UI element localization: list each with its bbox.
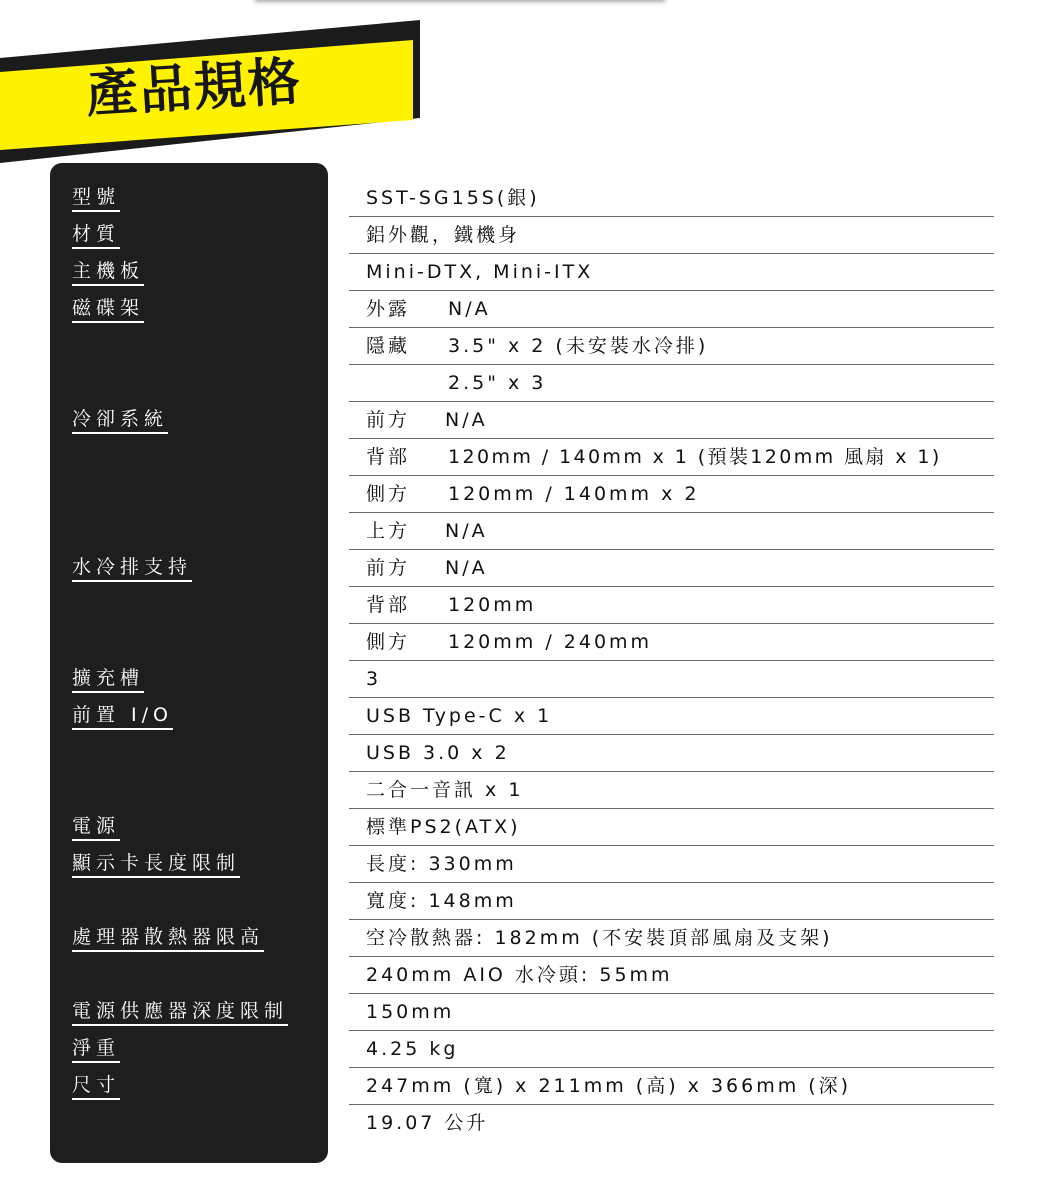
label-dimensions: 尺寸	[72, 1073, 120, 1100]
spec-value: 空冷散熱器: 182mm (不安裝頂部風扇及支架)	[366, 927, 833, 949]
title-banner	[0, 0, 1040, 170]
spec-value: 長度: 330mm	[366, 853, 517, 875]
spec-row	[349, 587, 994, 624]
spec-row	[349, 624, 994, 661]
spec-value: 247mm (寬) x 211mm (高) x 366mm (深)	[366, 1075, 852, 1097]
spec-value: Mini-DTX, Mini-ITX	[366, 261, 594, 283]
label-drive-bay: 磁碟架	[72, 296, 144, 323]
spec-sublabel: 背部	[366, 446, 411, 468]
spec-row	[349, 883, 994, 920]
label-psu: 電源	[72, 814, 120, 841]
spec-value: N/A	[445, 557, 488, 579]
spec-row	[349, 809, 994, 846]
spec-value: SST-SG15S(銀)	[366, 187, 540, 209]
spec-row	[349, 254, 994, 291]
spec-sublabel: 隱藏	[366, 335, 411, 357]
spec-row	[349, 1031, 994, 1068]
spec-row	[349, 920, 994, 957]
spec-row	[349, 439, 994, 476]
spec-value: 120mm / 240mm	[448, 631, 653, 653]
spec-row	[349, 735, 994, 772]
spec-value: N/A	[445, 409, 488, 431]
spec-row	[349, 291, 994, 328]
spec-value: 120mm / 140mm x 1 (預裝120mm 風扇 x 1)	[448, 446, 942, 468]
label-cpu-cooler: 處理器散熱器限高	[72, 925, 264, 952]
spec-value: N/A	[448, 298, 491, 320]
spec-value: 鋁外觀，鐵機身	[366, 224, 521, 246]
spec-row	[349, 994, 994, 1031]
label-expansion: 擴充槽	[72, 666, 144, 693]
spec-row	[349, 513, 994, 550]
label-radiator: 水冷排支持	[72, 555, 192, 582]
spec-sublabel: 背部	[366, 594, 411, 616]
spec-row	[349, 661, 994, 698]
spec-value: 3.5" x 2 (未安裝水冷排)	[448, 335, 709, 357]
page-title: 產品規格	[84, 51, 304, 126]
spec-value: 3	[366, 668, 382, 690]
spec-row	[349, 217, 994, 254]
spec-value: 二合一音訊 x 1	[366, 779, 524, 801]
spec-value: 標準PS2(ATX)	[366, 816, 521, 838]
spec-value: 2.5" x 3	[448, 372, 547, 394]
spec-sublabel: 前方	[366, 409, 411, 431]
spec-row	[349, 180, 994, 217]
label-front-io: 前置 I/O	[72, 703, 173, 730]
label-material: 材質	[72, 222, 120, 249]
spec-row	[349, 957, 994, 994]
label-cooling: 冷卻系統	[72, 407, 168, 434]
spec-row	[349, 1105, 994, 1142]
spec-value: N/A	[445, 520, 488, 542]
label-model: 型號	[72, 185, 120, 212]
label-motherboard: 主機板	[72, 259, 144, 286]
spec-sublabel: 外露	[366, 298, 411, 320]
spec-row	[349, 1068, 994, 1105]
spec-row	[349, 402, 994, 439]
spec-value: 4.25 kg	[366, 1038, 459, 1060]
spec-row	[349, 550, 994, 587]
spec-row	[349, 846, 994, 883]
spec-value: 19.07 公升	[366, 1112, 489, 1134]
spec-row	[349, 772, 994, 809]
spec-value: 240mm AIO 水冷頭: 55mm	[366, 964, 673, 986]
spec-value: 寬度: 148mm	[366, 890, 517, 912]
spec-value: 120mm	[448, 594, 537, 616]
spec-sublabel: 上方	[366, 520, 411, 542]
label-net-weight: 淨重	[72, 1036, 120, 1063]
spec-value: 150mm	[366, 1001, 455, 1023]
spec-value: USB Type-C x 1	[366, 705, 553, 727]
spec-sublabel: 側方	[366, 483, 411, 505]
spec-row	[349, 698, 994, 735]
spec-row	[349, 476, 994, 513]
label-gpu-length: 顯示卡長度限制	[72, 851, 240, 878]
spec-row	[349, 328, 994, 365]
spec-value: 120mm / 140mm x 2	[448, 483, 700, 505]
spec-sublabel: 前方	[366, 557, 411, 579]
spec-sublabel: 側方	[366, 631, 411, 653]
spec-row	[349, 365, 994, 402]
spec-value: USB 3.0 x 2	[366, 742, 510, 764]
label-psu-depth: 電源供應器深度限制	[72, 999, 288, 1026]
